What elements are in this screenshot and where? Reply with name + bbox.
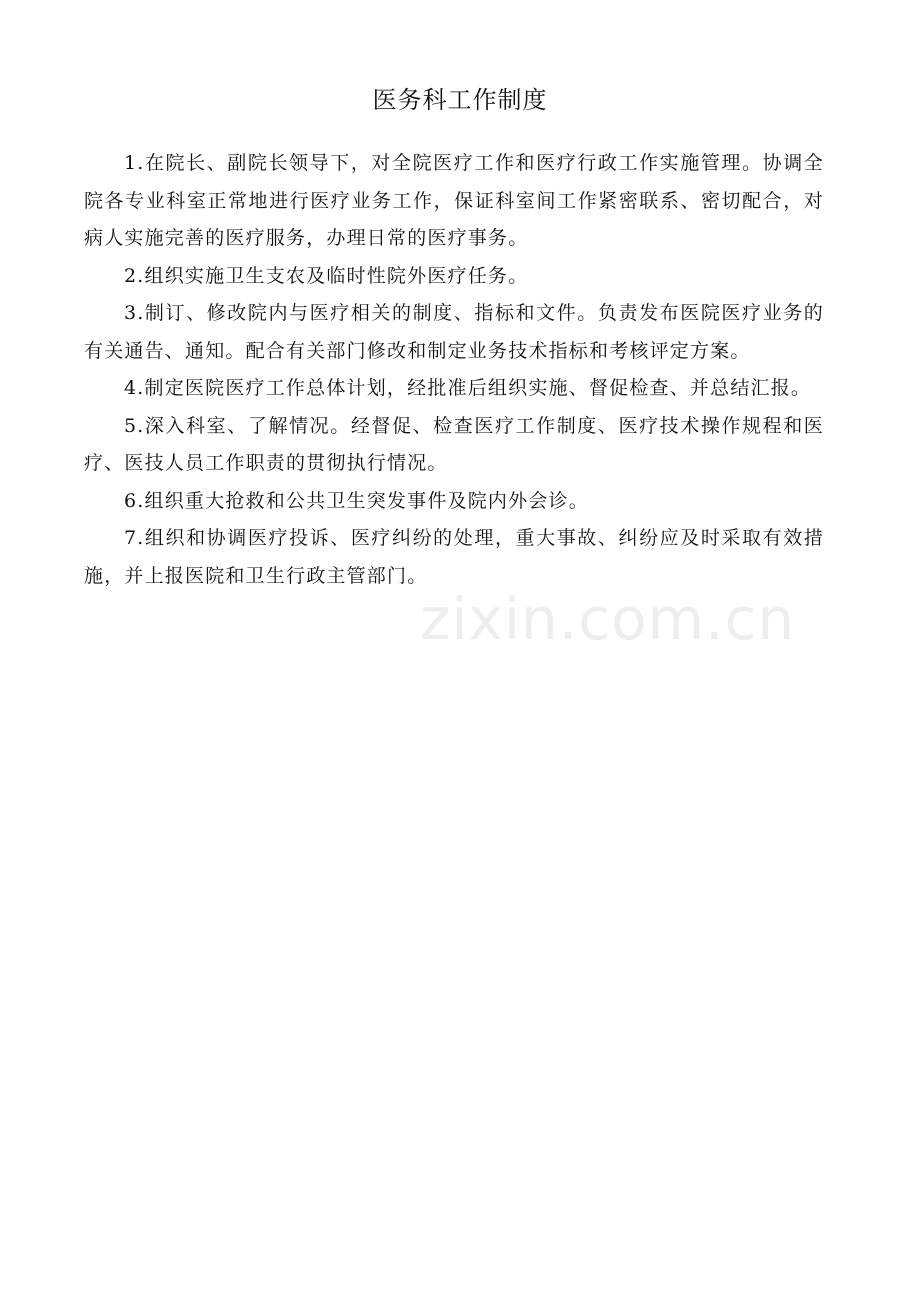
watermark-text: zixin.com.cn <box>420 585 796 653</box>
paragraph-7: 7.组织和协调医疗投诉、医疗纠纷的处理，重大事故、纠纷应及时采取有效措施，并上报医院和卫生行政主管部门。 <box>84 527 824 587</box>
document-title: 医务科工作制度 <box>372 86 548 114</box>
paragraph-2: 2.组织实施卫生支农及临时性院外医疗任务。 <box>124 264 529 287</box>
paragraph-1: 1.在院长、副院长领导下，对全院医疗工作和医疗行政工作实施管理。协调全院各专业科室正常地进行医疗业务工作，保证科室间工作紧密联系、密切配合，对病人实施完善的医疗服务，办理日常的医疗事务。 <box>84 152 824 249</box>
document-body <box>84 145 824 595</box>
paragraph-4: 4.制定医院医疗工作总体计划，经批准后组织实施、督促检查、并总结汇报。 <box>124 377 812 399</box>
paragraph-5: 5.深入科室、了解情况。经督促、检查医疗工作制度、医疗技术操作规程和医疗、医技人员工作职责的贯彻执行情况。 <box>84 414 824 474</box>
paragraph-3: 3.制订、修改院内与医疗相关的制度、指标和文件。负责发布医院医疗业务的有关通告、通知。配合有关部门修改和制定业务技术指标和考核评定方案。 <box>84 302 824 362</box>
paragraph-6: 6.组织重大抢救和公共卫生突发事件及院内外会诊。 <box>124 489 589 512</box>
